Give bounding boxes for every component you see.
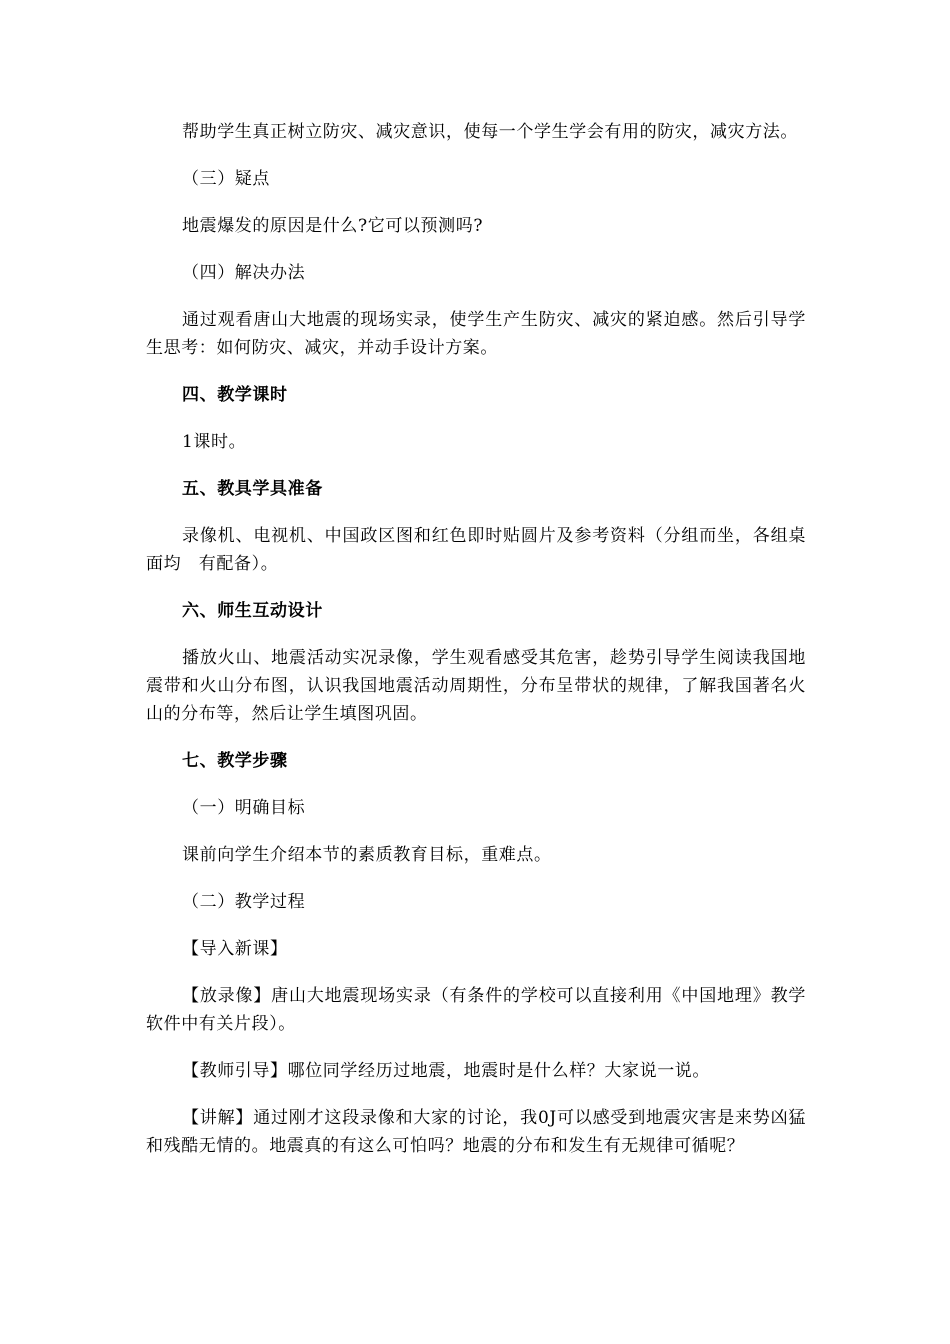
- subheading-clear-goals: （一）明确目标: [182, 798, 306, 818]
- subheading-teaching-process: （二）教学过程: [182, 892, 306, 912]
- heading-interaction-design: 六、师生互动设计: [182, 601, 323, 621]
- paragraph-explanation: 【讲解】通过刚才这段录像和大家的讨论，我0J可以感受到地震灾害是来势凶猛和残酷无情的。地震真的有这么可怕吗？地震的分布和发生有无规律可循呢？: [146, 1108, 806, 1156]
- document-page: [146, 118, 806, 1179]
- subheading-doubts: （三）疑点: [182, 169, 270, 189]
- heading-teaching-hours: 四、教学课时: [182, 385, 288, 405]
- paragraph-earthquake-question: 地震爆发的原因是什么?它可以预测吗?: [182, 216, 484, 236]
- paragraph-video: 【放录像】唐山大地震现场实录（有条件的学校可以直接利用《中国地理》教学软件中有关片段）。: [146, 986, 806, 1034]
- paragraph-hours: 1课时。: [182, 432, 247, 452]
- paragraph-teacher-guide: 【教师引导】哪位同学经历过地震，地震时是什么样？大家说一说。: [182, 1061, 710, 1081]
- paragraph-disaster-awareness: 帮助学生真正树立防灾、减灾意识，使每一个学生学会有用的防灾，减灾方法。: [182, 122, 798, 142]
- paragraph-goals: 课前向学生介绍本节的素质教育目标，重难点。: [182, 845, 552, 865]
- paragraph-interaction: 播放火山、地震活动实况录像，学生观看感受其危害，趁势引导学生阅读我国地震带和火山分布图，认识我国地震活动周期性，分布呈带状的规律，了解我国著名火山的分布等，然后让学生填图巩固。: [146, 648, 806, 724]
- paragraph-aids: 录像机、电视机、中国政区图和红色即时贴圆片及参考资料（分组而坐，各组桌面均 有配备）。: [146, 526, 806, 574]
- heading-teaching-aids: 五、教具学具准备: [182, 479, 323, 499]
- heading-teaching-steps: 七、教学步骤: [182, 751, 288, 771]
- label-intro-lesson: 【导入新课】: [182, 939, 288, 959]
- paragraph-solution-method: 通过观看唐山大地震的现场实录，使学生产生防灾、减灾的紧迫感。然后引导学生思考：如何防灾、减灾，并动手设计方案。: [146, 310, 806, 358]
- subheading-solutions: （四）解决办法: [182, 263, 306, 283]
